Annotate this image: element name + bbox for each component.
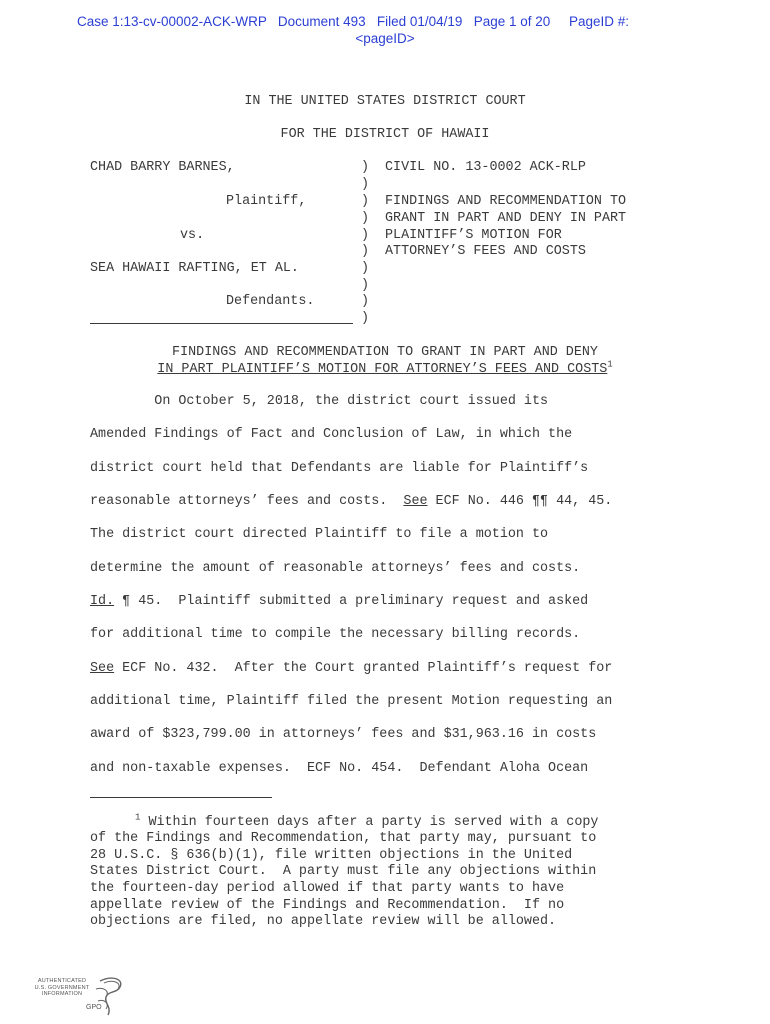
footnote-rule xyxy=(90,797,272,798)
body-line: award of $323,799.00 in attorneys’ fees and $31,963.16 in costs xyxy=(90,727,597,742)
separator: ) xyxy=(361,261,370,276)
footnote-line: the fourteen-day period allowed if that party wants to have xyxy=(90,881,565,896)
caption-title-line: GRANT IN PART AND DENY IN PART xyxy=(385,211,627,226)
body-line: determine the amount of reasonable attorneys’ fees and costs. xyxy=(90,561,581,576)
footnote-line: objections are filed, no appellate review will be allowed. xyxy=(90,914,557,929)
footnote-marker: 1 xyxy=(135,812,141,823)
ecf-header-pageid: <pageID> xyxy=(355,31,415,46)
citation-signal: See xyxy=(90,661,115,676)
court-district: FOR THE DISTRICT OF HAWAII xyxy=(280,127,490,142)
body-line: On October 5, 2018, the district court issued its xyxy=(90,394,549,409)
defendant-name: SEA HAWAII RAFTING, ET AL. xyxy=(90,261,299,276)
caption-title-line: PLAINTIFF’S MOTION FOR xyxy=(385,228,562,243)
body-text: reasonable attorneys’ fees and costs. xyxy=(90,494,404,509)
document-title-line2 xyxy=(0,359,770,377)
footnote-text: Within fourteen days after a party is served with a copy xyxy=(140,815,599,830)
gpo-seal-text xyxy=(32,978,92,998)
citation-signal: See xyxy=(403,494,428,509)
plaintiff-role: Plaintiff, xyxy=(226,194,307,209)
footnote-line: States District Court. A party must file any objections within xyxy=(90,864,597,879)
gpo-seal-line: AUTHENTICATED xyxy=(37,978,87,984)
footnote-line: appellate review of the Findings and Recommendation. If no xyxy=(90,898,565,913)
gpo-seal-line: INFORMATION xyxy=(41,991,83,997)
footnote-reference: 1 xyxy=(607,359,613,370)
separator: ) xyxy=(361,160,370,175)
body-line: and non-taxable expenses. ECF No. 454. Defendant Aloha Ocean xyxy=(90,761,589,776)
caption-rule xyxy=(90,323,353,324)
body-text: ECF No. 446 ¶¶ 44, 45. xyxy=(427,494,613,509)
separator: ) xyxy=(361,311,370,326)
versus-label: vs. xyxy=(180,228,205,243)
gpo-seal-label: GPO xyxy=(86,1004,102,1011)
document-title-text: IN PART PLAINTIFF’S MOTION FOR ATTORNEY’S FEES AND COSTS xyxy=(157,362,608,377)
court-name: IN THE UNITED STATES DISTRICT COURT xyxy=(244,94,526,109)
body-line xyxy=(90,661,612,676)
gpo-seal xyxy=(32,975,132,1017)
citation-signal: Id. xyxy=(90,594,115,609)
separator: ) xyxy=(361,177,370,192)
body-text: ¶ 45. Plaintiff submitted a preliminary request and asked xyxy=(114,594,589,609)
caption-title-line: FINDINGS AND RECOMMENDATION TO xyxy=(385,194,627,209)
body-text: ECF No. 432. After the Court granted Plaintiff’s request for xyxy=(114,661,613,676)
footnote-line: 28 U.S.C. § 636(b)(1), file written objections in the United xyxy=(90,848,573,863)
separator: ) xyxy=(361,294,370,309)
civil-number: CIVIL NO. 13-0002 ACK-RLP xyxy=(385,160,586,175)
body-line: The district court directed Plaintiff to file a motion to xyxy=(90,527,549,542)
body-line: for additional time to compile the necessary billing records. xyxy=(90,627,581,642)
separator: ) xyxy=(361,228,370,243)
gpo-seal-line: U.S. GOVERNMENT xyxy=(34,984,90,991)
ecf-header-line: Case 1:13-cv-00002-ACK-WRP Document 493 Filed 01/04/19 Page 1 of 20 PageID #: xyxy=(77,14,630,29)
body-line xyxy=(90,494,612,509)
footnote-line: of the Findings and Recommendation, that party may, pursuant to xyxy=(90,831,597,846)
separator: ) xyxy=(361,244,370,259)
footnote-line xyxy=(135,812,599,830)
body-line: additional time, Plaintiff filed the present Motion requesting an xyxy=(90,694,613,709)
body-line: district court held that Defendants are liable for Plaintiff’s xyxy=(90,461,589,476)
separator: ) xyxy=(361,278,370,293)
body-line: Amended Findings of Fact and Conclusion of Law, in which the xyxy=(90,427,573,442)
caption-title-line: ATTORNEY’S FEES AND COSTS xyxy=(385,244,586,259)
separator: ) xyxy=(361,194,370,209)
defendant-role: Defendants. xyxy=(226,294,315,309)
plaintiff-name: CHAD BARRY BARNES, xyxy=(90,160,235,175)
body-line xyxy=(90,594,588,609)
separator: ) xyxy=(361,211,370,226)
document-title-line1: FINDINGS AND RECOMMENDATION TO GRANT IN PART AND DENY xyxy=(172,345,598,360)
